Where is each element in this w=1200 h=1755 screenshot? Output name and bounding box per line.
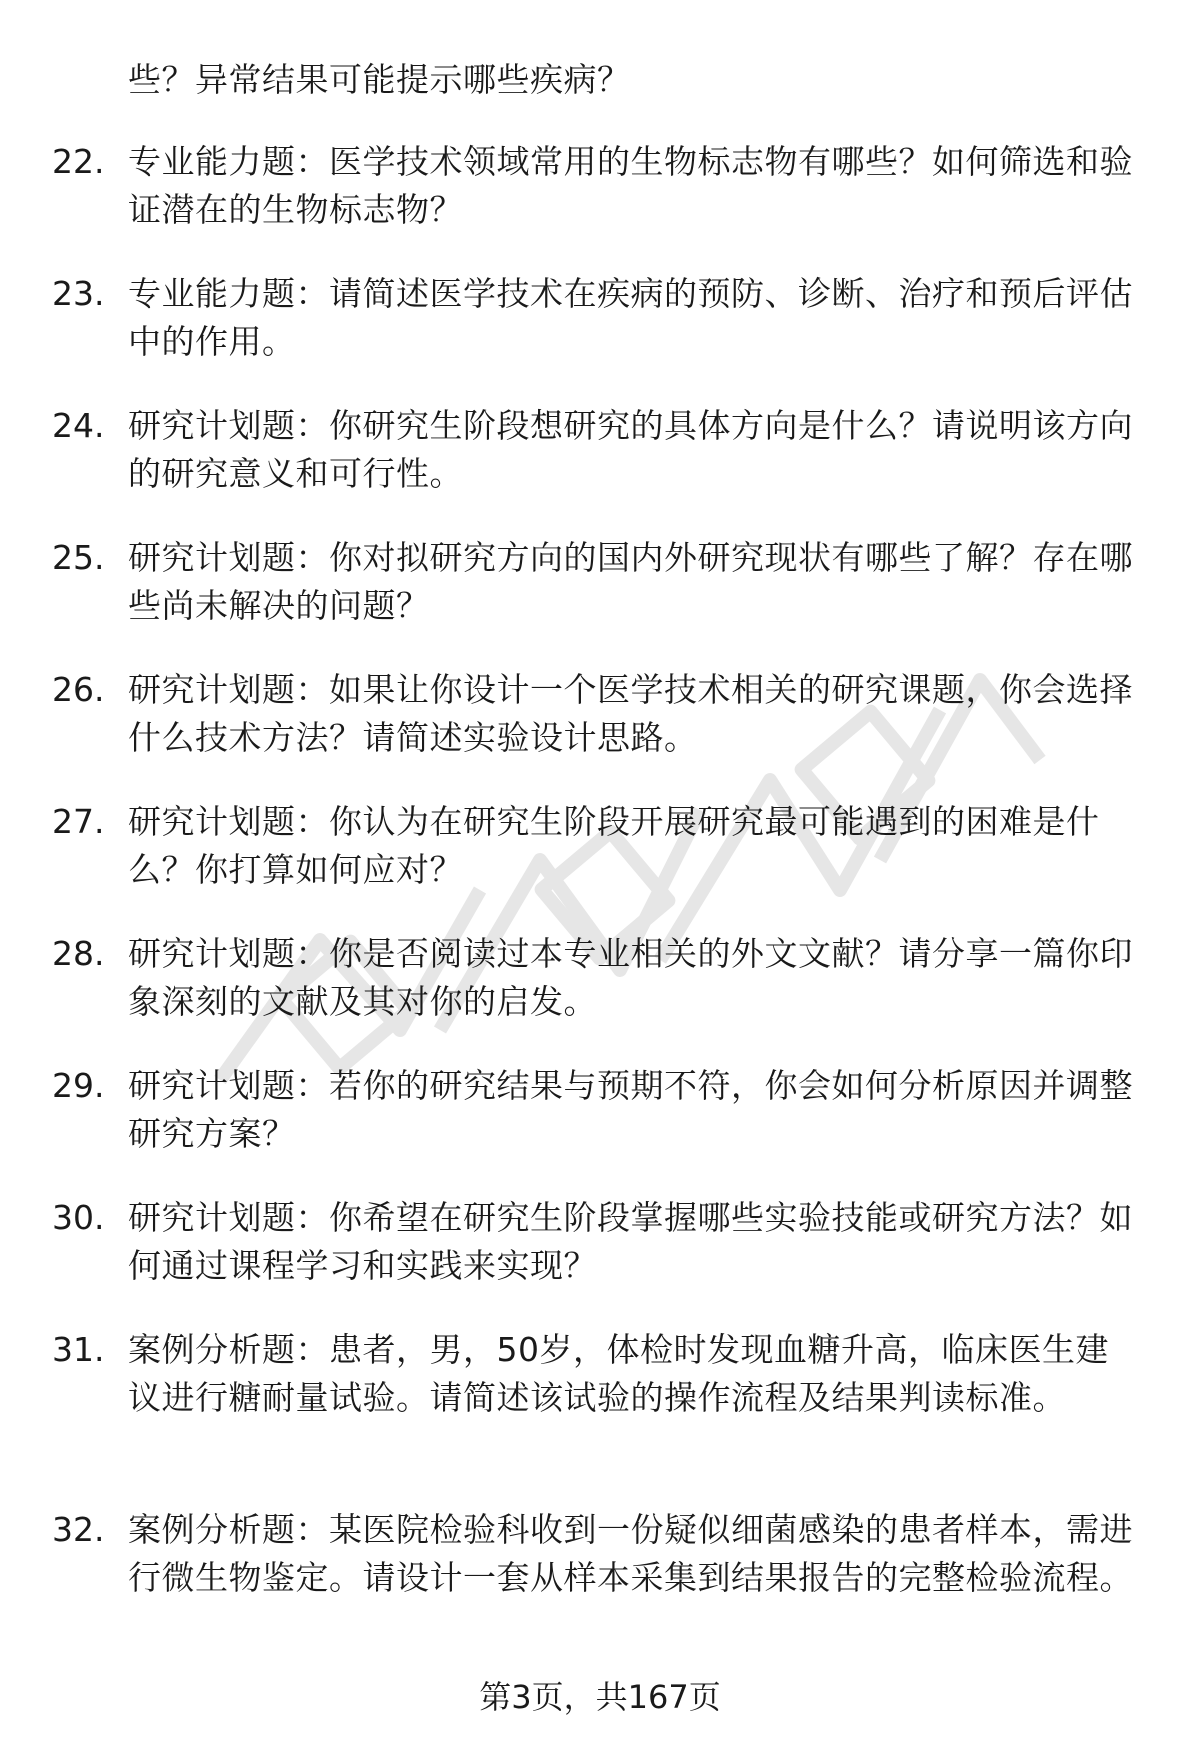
question-text: 专业能力题：请简述医学技术在疾病的预防、诊断、治疗和预后评估中的作用。	[128, 274, 1133, 361]
list-item	[0, 1326, 1200, 1470]
question-number: 27.	[52, 802, 105, 841]
page-number-footer: 第3页，共167页	[479, 1678, 721, 1716]
list-item	[0, 1506, 1200, 1650]
question-number: 24.	[52, 406, 105, 445]
list-item	[0, 534, 1200, 630]
question-text: 研究计划题：你研究生阶段想研究的具体方向是什么？请说明该方向的研究意义和可行性。	[128, 406, 1133, 493]
question-number: 29.	[52, 1066, 105, 1105]
question-number: 23.	[52, 274, 105, 313]
question-text: 研究计划题：如果让你设计一个医学技术相关的研究课题，你会选择什么技术方法？请简述实验设计思路。	[128, 670, 1133, 757]
list-item	[0, 402, 1200, 498]
question-number: 32.	[52, 1510, 105, 1549]
question-number: 22.	[52, 142, 105, 181]
question-text: 研究计划题：你认为在研究生阶段开展研究最可能遇到的困难是什么？你打算如何应对？	[128, 802, 1100, 889]
list-item	[0, 930, 1200, 1026]
question-text: 案例分析题：某医院检验科收到一份疑似细菌感染的患者样本，需进行微生物鉴定。请设计一套从样本采集到结果报告的完整检验流程。	[128, 1510, 1133, 1597]
question-text: 研究计划题：若你的研究结果与预期不符，你会如何分析原因并调整研究方案？	[128, 1066, 1133, 1153]
list-item	[0, 798, 1200, 894]
list-item	[0, 666, 1200, 762]
question-number: 28.	[52, 934, 105, 973]
question-text: 研究计划题：你希望在研究生阶段掌握哪些实验技能或研究方法？如何通过课程学习和实践来实现？	[128, 1198, 1133, 1285]
list-item	[0, 1194, 1200, 1290]
question-number: 30.	[52, 1198, 105, 1237]
question-text: 案例分析题：患者，男，50岁，体检时发现血糖升高，临床医生建议进行糖耐量试验。请简述该试验的操作流程及结果判读标准。	[128, 1330, 1109, 1417]
list-item	[0, 138, 1200, 234]
question-text: 研究计划题：你是否阅读过本专业相关的外文文献？请分享一篇你印象深刻的文献及其对你的启发。	[128, 934, 1133, 1021]
question-number: 26.	[52, 670, 105, 709]
question-number: 25.	[52, 538, 105, 577]
question-number: 31.	[52, 1330, 105, 1369]
question-text: 研究计划题：你对拟研究方向的国内外研究现状有哪些了解？存在哪些尚未解决的问题？	[128, 538, 1133, 625]
list-item	[0, 1062, 1200, 1158]
list-item	[0, 270, 1200, 366]
question-list	[0, 138, 1200, 1686]
question-text: 专业能力题：医学技术领域常用的生物标志物有哪些？如何筛选和验证潜在的生物标志物？	[128, 142, 1133, 229]
continued-question-text: 些？异常结果可能提示哪些疾病？	[128, 60, 631, 99]
